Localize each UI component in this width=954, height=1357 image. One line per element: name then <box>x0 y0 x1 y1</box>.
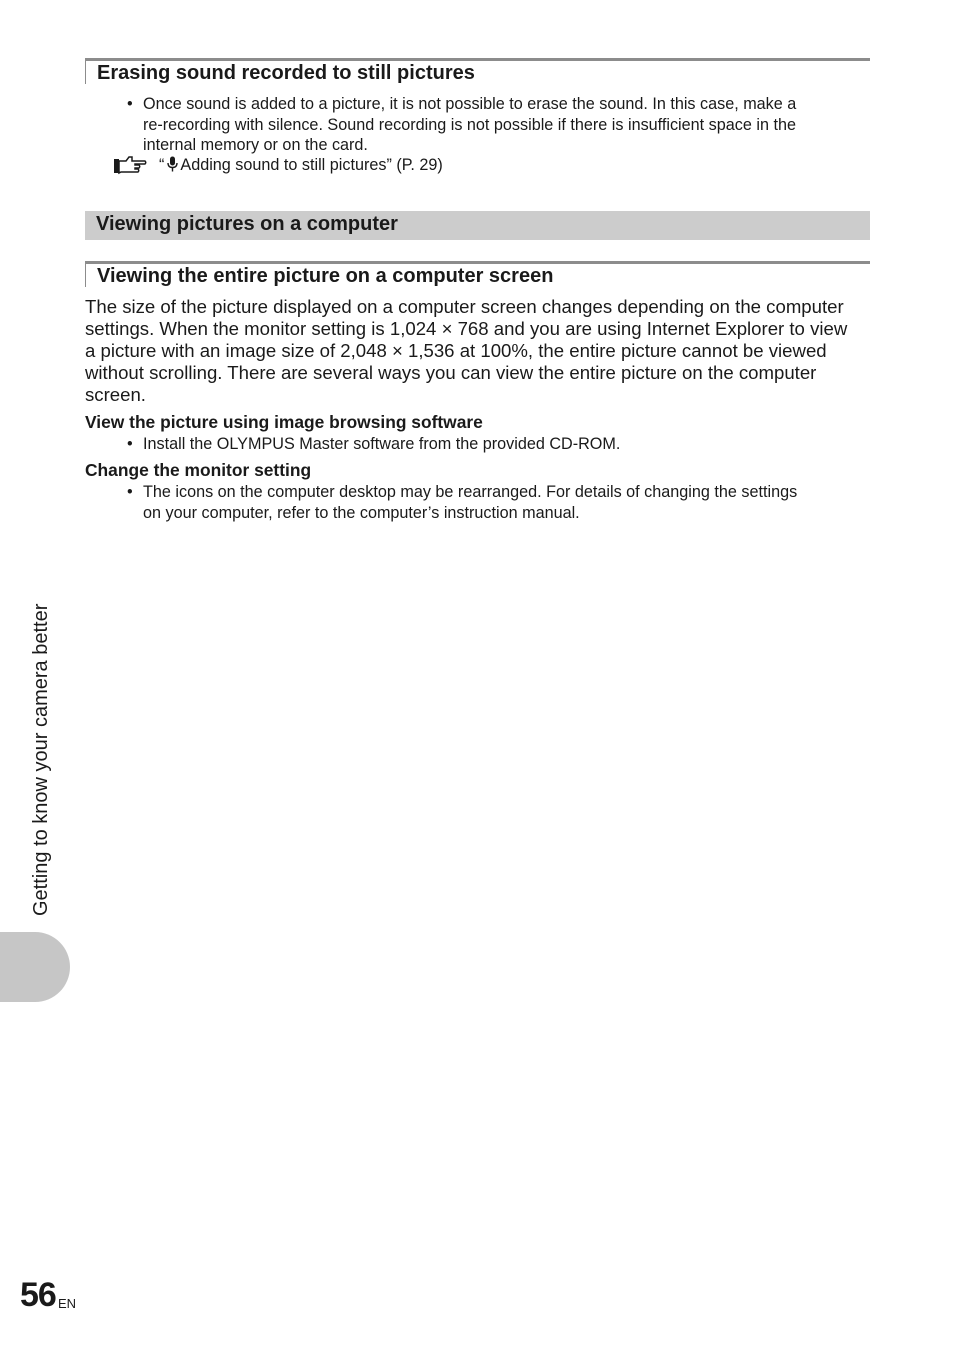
body-paragraph <box>85 296 870 406</box>
pointing-hand-icon <box>113 154 147 176</box>
bullet-line: The icons on the computer desktop may be rearranged. For details of changing the settings <box>143 483 798 501</box>
bullet-browsing-software <box>127 434 870 455</box>
bullet-monitor-setting <box>127 482 870 523</box>
section-title: Erasing sound recorded to still pictures <box>97 62 475 84</box>
section-title: Viewing the entire picture on a computer screen <box>97 265 554 287</box>
bullet-line: internal memory or on the card. <box>143 136 368 155</box>
bullet-dot: • <box>127 435 133 453</box>
bullet-line: re-recording with silence. Sound recording is not possible if there is insufficient space in the <box>143 115 796 134</box>
section-heading-erasing <box>85 58 870 84</box>
paragraph-line: without scrolling. There are several ways you can view the entire picture on the computer <box>85 362 817 383</box>
section-heading-viewing-computer <box>85 211 870 240</box>
microphone-icon <box>167 156 178 172</box>
bullet-dot: • <box>127 95 133 113</box>
bullet-line: Once sound is added to a picture, it is not possible to erase the sound. In this case, make a <box>143 95 797 113</box>
paragraph-line: settings. When the monitor setting is 1,024 × 768 and you are using Internet Explorer to view <box>85 318 848 339</box>
bullet-dot: • <box>127 483 133 501</box>
bullet-line: on your computer, refer to the computer’s instruction manual. <box>143 503 580 522</box>
subheading-browsing-software: View the picture using image browsing software <box>85 412 483 432</box>
chapter-side-label: Getting to know your camera better <box>30 603 52 916</box>
section-heading-entire-picture <box>85 261 870 287</box>
paragraph-line: a picture with an image size of 2,048 × 1,536 at 100%, the entire picture cannot be viewed <box>85 340 827 361</box>
bullet-erasing <box>127 94 870 156</box>
page-number: 56 <box>20 1276 56 1314</box>
paragraph-line: The size of the picture displayed on a computer screen changes depending on the computer <box>85 296 844 317</box>
paragraph-line: screen. <box>85 384 146 405</box>
chapter-tab <box>0 932 70 1002</box>
page-language: EN <box>58 1296 77 1311</box>
section-title: Viewing pictures on a computer <box>96 213 398 235</box>
reference-text: “ Adding sound to still pictures” (P. 29) <box>159 156 443 174</box>
subheading-monitor-setting: Change the monitor setting <box>85 460 312 480</box>
bullet-line: Install the OLYMPUS Master software from the provided CD-ROM. <box>143 435 621 453</box>
